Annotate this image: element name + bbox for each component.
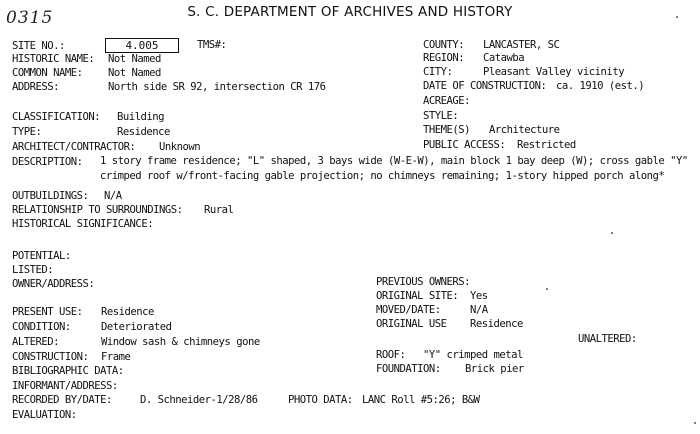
- date-of-construction-label: DATE OF CONSTRUCTION:: [423, 80, 547, 92]
- page-title: S. C. DEPARTMENT OF ARCHIVES AND HISTORY: [187, 4, 513, 20]
- present-use-label: PRESENT USE:: [12, 306, 83, 318]
- recorded-by-label: RECORDED BY/DATE:: [12, 394, 112, 406]
- file-number: 0315: [6, 8, 54, 28]
- address-label: ADDRESS:: [12, 81, 60, 93]
- present-use-value: Residence: [101, 306, 154, 318]
- city-label: CITY:: [423, 66, 453, 78]
- type-label: TYPE:: [12, 126, 42, 138]
- historical-significance-label: HISTORICAL SIGNIFICANCE:: [12, 218, 154, 230]
- altered-value: Window sash & chimneys gone: [101, 336, 260, 348]
- public-access-label: PUBLIC ACCESS:: [423, 139, 506, 151]
- city-value: Pleasant Valley vicinity: [483, 66, 625, 78]
- site-no-label: SITE NO.:: [12, 40, 65, 52]
- construction-label: CONSTRUCTION:: [12, 351, 89, 363]
- architect-label: ARCHITECT/CONTRACTOR:: [12, 141, 136, 153]
- original-site-value: Yes: [470, 290, 488, 302]
- scan-speck: [676, 16, 678, 18]
- description-line-2: crimped roof w/front-facing gable projection; no chimneys remaining; 1-story hipped porch along*: [100, 170, 665, 182]
- tms-label: TMS#:: [197, 39, 227, 51]
- county-label: COUNTY:: [423, 39, 465, 51]
- scan-speck: [546, 288, 548, 290]
- moved-date-value: N/A: [470, 304, 488, 316]
- architect-value: Unknown: [159, 141, 201, 153]
- unaltered-label: UNALTERED:: [578, 333, 637, 345]
- informant-address-label: INFORMANT/ADDRESS:: [12, 380, 118, 392]
- altered-label: ALTERED:: [12, 336, 60, 348]
- region-value: Catawba: [483, 52, 525, 64]
- original-use-label: ORIGINAL USE: [376, 318, 447, 330]
- original-site-label: ORIGINAL SITE:: [376, 290, 459, 302]
- condition-value: Deteriorated: [101, 321, 172, 333]
- type-value: Residence: [117, 126, 170, 138]
- outbuildings-label: OUTBUILDINGS:: [12, 190, 89, 202]
- county-value: LANCASTER, SC: [483, 39, 560, 51]
- bibliographic-data-label: BIBLIOGRAPHIC DATA:: [12, 365, 124, 377]
- foundation-label: FOUNDATION:: [376, 363, 441, 375]
- theme-label: THEME(S): [423, 124, 471, 136]
- common-name-value: Not Named: [108, 67, 161, 79]
- public-access-value: Restricted: [517, 139, 576, 151]
- roof-value: "Y" crimped metal: [423, 349, 523, 361]
- moved-date-label: MOVED/DATE:: [376, 304, 441, 316]
- relationship-value: Rural: [204, 204, 234, 216]
- classification-value: Building: [117, 111, 165, 123]
- historic-name-label: HISTORIC NAME:: [12, 53, 95, 65]
- photo-data-label: PHOTO DATA:: [288, 394, 353, 406]
- style-label: STYLE:: [423, 110, 459, 122]
- classification-label: CLASSIFICATION:: [12, 111, 101, 123]
- evaluation-label: EVALUATION:: [12, 409, 77, 421]
- relationship-label: RELATIONSHIP TO SURROUNDINGS:: [12, 204, 183, 216]
- foundation-value: Brick pier: [465, 363, 524, 375]
- potential-label: POTENTIAL:: [12, 250, 71, 262]
- recorded-by-value: D. Schneider-1/28/86: [140, 394, 258, 406]
- previous-owners-label: PREVIOUS OWNERS:: [376, 276, 471, 288]
- scan-speck: [611, 232, 613, 234]
- photo-data-value: LANC Roll #5:26; B&W: [362, 394, 480, 406]
- historic-name-value: Not Named: [108, 53, 161, 65]
- description-line-1: 1 story frame residence; "L" shaped, 3 bays wide (W-E-W), main block 1 bay deep (W); cross gable "Y": [100, 155, 688, 167]
- date-of-construction-value: ca. 1910 (est.): [556, 80, 645, 92]
- region-label: REGION:: [423, 52, 465, 64]
- theme-value: Architecture: [489, 124, 560, 136]
- listed-label: LISTED:: [12, 264, 54, 276]
- scan-speck: [694, 422, 696, 424]
- roof-label: ROOF:: [376, 349, 406, 361]
- outbuildings-value: N/A: [104, 190, 122, 202]
- common-name-label: COMMON NAME:: [12, 67, 83, 79]
- owner-address-label: OWNER/ADDRESS:: [12, 278, 95, 290]
- acreage-label: ACREAGE:: [423, 95, 471, 107]
- condition-label: CONDITION:: [12, 321, 71, 333]
- address-value: North side SR 92, intersection CR 176: [108, 81, 326, 93]
- description-label: DESCRIPTION:: [12, 156, 83, 168]
- original-use-value: Residence: [470, 318, 523, 330]
- construction-value: Frame: [101, 351, 131, 363]
- site-no-box: 4.005: [105, 38, 179, 53]
